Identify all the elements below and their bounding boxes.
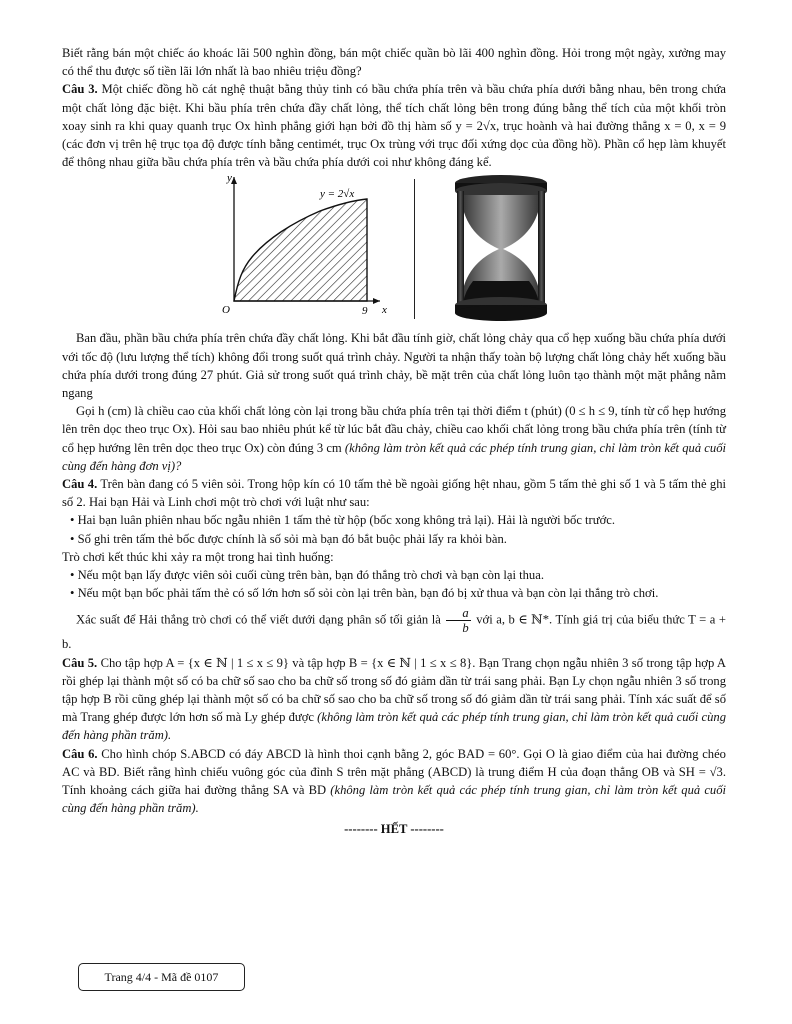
question-3 [62, 80, 726, 171]
fraction-a-over-b: $\frac{a}{b}$ [446, 606, 470, 635]
question-5-label: Câu 5. [62, 655, 98, 670]
question-4-bullet-2: • Số ghi trên tấm thẻ bốc được chính là số sỏi mà bạn đó bắt buộc phải lấy ra khỏi bàn. [70, 531, 507, 546]
question-5: Câu 5. Cho tập hợp A = {x ∈ ℕ | 1 ≤ x ≤ 9} và tập hợp B = {x ∈ ℕ | 1 ≤ x ≤ 8}. Bạn Trang chọn ngẫu nhiên 3 số trong tập hợp A rồi ghép lại thành một số có ba chữ số sao cho ba chữ số trong số đó giảm dần từ trái sang phải. Bạn Ly chọn ngẫu nhiên 3 số trong tập hợp B rồi cũng ghép lại thành một số có ba chữ số sao cho ba chữ số trong số đó giảm dần từ trái sang phải. Tính xác suất để số mà Trang ghép được lớn hơn số mà Ly ghép được (không làm tròn kết quả các phép tính trung gian, chỉ làm tròn kết quả cuối cùng đến hàng phần trăm). [62, 655, 726, 743]
graph-svg [62, 173, 414, 325]
exam-page [62, 44, 726, 838]
graph-figure [62, 173, 414, 325]
question-3-text: Một chiếc đồng hồ cát nghệ thuật bằng thủy tinh có bầu chứa phía trên và bầu chứa phía dưới bằng nhau, bên trong chứa một chất lỏng đặc biệt. Khi bầu phía trên chứa đầy chất lỏng, thể tích chất lỏng bên trong đúng bằng thể tích của một khối tròn xoay sinh ra khi quay quanh trục Ox hình phẳng giới hạn bởi đồ thị hàm số y = 2√x, trục hoành và hai đường thẳng x = 0, x = 9 (các đơn vị trên hệ trục tọa độ được tính bằng centimét, trục Ox trùng với trục đối xứng dọc của đồng hồ). Phần cổ hẹp làm khuyết để thông nhau giữa bầu chứa phía trên và bầu chứa phía dưới coi như không đáng kể. [62, 82, 726, 170]
question-4-bullet-1: • Hai bạn luân phiên nhau bốc ngẫu nhiên 1 tấm thẻ từ hộp (bốc xong không trả lại). Hải là người bốc trước. [70, 513, 615, 528]
question-6-label: Câu 6. [62, 746, 98, 761]
question-4-label: Câu 4. [62, 477, 98, 492]
y-axis-label: y [227, 173, 232, 185]
page-footer: Trang 4/4 - Mã đề 0107 [78, 963, 245, 991]
question-3-text2: Ban đầu, phần bầu chứa phía trên chứa đầy chất lỏng. Khi bắt đầu tính giờ, chất lỏng chảy qua cổ hẹp xuống bầu chứa phía dưới với tốc độ (lưu lượng thể tích) không đổi trong suốt quá trình chảy. Người ta nhận thấy toàn bộ lượng chất lỏng chảy hết xuống bầu chứa phía dưới trong đúng 27 phút. Giả sử trong suốt quá trình chảy, bề mặt trên của chất lỏng luôn tạo thành một mặt phẳng nằm ngang [62, 331, 726, 401]
question-4: Câu 4. Trên bàn đang có 5 viên sỏi. Trong hộp kín có 10 tấm thẻ bề ngoài giống hệt nhau, gồm 5 tấm thẻ ghi số 1 và 5 tấm thẻ ghi số 2. Hai bạn Hải và Linh chơi một trò chơi với luật như sau: [62, 477, 727, 510]
question-3-text3: Gọi h (cm) là chiều cao của khối chất lỏng còn lại trong bầu chứa phía trên tại thời điểm t (phút) (0 ≤ h ≤ 9, tính từ cổ hẹp hướng lên trên dọc theo trục Ox). Hỏi sau bao nhiêu phút kể từ lúc bắt đầu chảy, chiều cao khối chất lỏng trong bầu chứa phía trên (tính từ cổ hẹp hướng lên trên dọc theo trục Ox) còn đúng 3 cm (không làm tròn kết quả các phép tính trung gian, chỉ làm tròn kết quả cuối cùng đến hàng đơn vị)? [62, 404, 726, 473]
x-axis-label: x [382, 304, 387, 317]
origin-label: O [222, 304, 230, 317]
hourglass-svg [415, 173, 726, 325]
hourglass-figure [415, 173, 726, 325]
question-3-figures [62, 173, 726, 325]
question-4-bullet-3: • Nếu một bạn lấy được viên sỏi cuối cùng trên bàn, bạn đó thắng trò chơi và bạn còn lại thua. [70, 568, 544, 583]
shaded-region [234, 199, 367, 301]
question-4-text2: Trò chơi kết thúc khi xảy ra một trong hai tình huống: [62, 549, 334, 564]
question-3-label: Câu 3. [62, 82, 98, 97]
intro-paragraph: Biết rằng bán một chiếc áo khoác lãi 500 nghìn đồng, bán một chiếc quần bò lãi 400 nghìn đồng. Hỏi trong một ngày, xưởng may có thể thu được số tiền lãi lớn nhất là bao nhiêu triệu đồng? [62, 46, 726, 79]
question-4-text3: Xác suất để Hải thắng trò chơi có thể viết dưới dạng phân số tối giản là $\frac{a}{b}$ với a, b ∈ ℕ*. Tính giá trị của biểu thức T = a + b. [62, 606, 727, 652]
end-mark: -------- HẾT -------- [344, 821, 444, 836]
question-6: Câu 6. Cho hình chóp S.ABCD có đáy ABCD là hình thoi cạnh bằng 2, góc BAD = 60°. Gọi O là giao điểm của hai đường chéo AC và BD. Biết rằng hình chiếu vuông góc của đỉnh S trên mặt phẳng (ABCD) là trung điểm H của đoạn thẳng OB và SH = √3. Tính khoảng cách giữa hai đường thẳng SA và BD (không làm tròn kết quả các phép tính trung gian, chỉ làm tròn kết quả cuối cùng đến hàng phần trăm). [62, 746, 726, 816]
x9-label: 9 [362, 305, 368, 318]
question-4-bullet-4: • Nếu một bạn bốc phải tấm thẻ có số lớn hơn số sỏi còn lại trên bàn, bạn đó bị xử thua và bạn còn lại thắng trò chơi. [70, 586, 659, 601]
curve-label: y = 2√x [320, 188, 355, 201]
